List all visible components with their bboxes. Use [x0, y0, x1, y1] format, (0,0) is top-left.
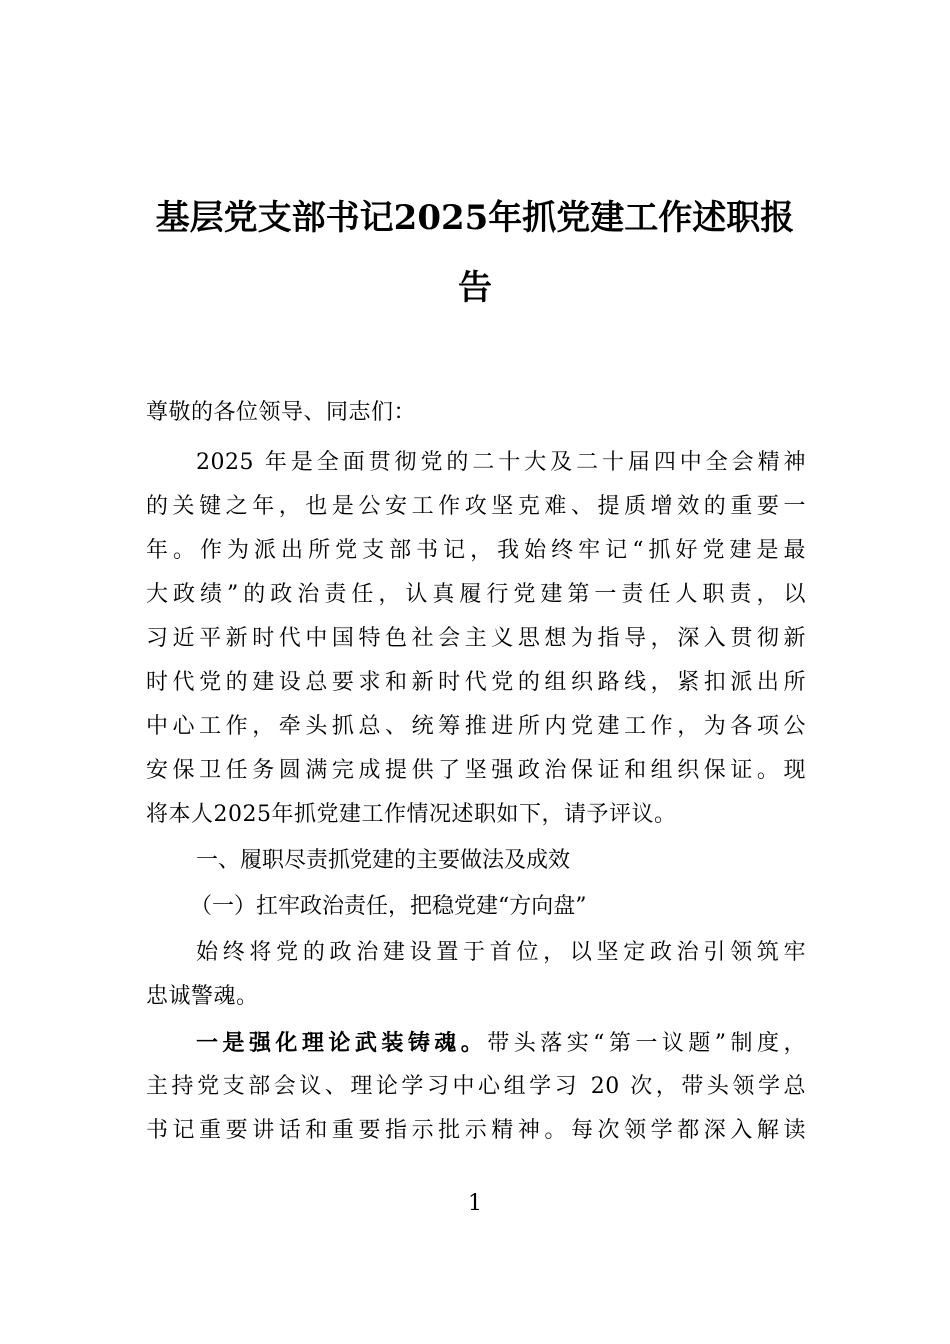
subsection-heading: （一）扛牢政治责任，把稳党建“方向盘”	[190, 894, 587, 919]
document-title-line1: 基层党支部书记2025年抓党建工作述职报	[155, 198, 795, 238]
point-paragraph-line: 书记重要讲话和重要指示批示精神。每次领学都深入解读	[146, 1118, 806, 1143]
point-paragraph-line: 主持党支部会议、理论学习中心组学习 20 次，带头领学总	[146, 1074, 806, 1099]
subsection-intro-line: 忠诚警魂。	[146, 984, 259, 1009]
intro-paragraph-line: 时代党的建设总要求和新时代党的组织路线，紧扣派出所	[146, 670, 806, 695]
section-heading: 一、履职尽责抓党建的主要做法及成效	[196, 848, 571, 873]
intro-paragraph-line: 习近平新时代中国特色社会主义思想为指导，深入贯彻新	[146, 626, 806, 651]
intro-paragraph-line: 年。作为派出所党支部书记，我始终牢记“抓好党建是最	[146, 538, 806, 563]
intro-paragraph-line: 将本人2025年抓党建工作情况述职如下，请予评议。	[146, 802, 677, 827]
intro-paragraph-line: 大政绩”的政治责任，认真履行党建第一责任人职责，以	[146, 582, 806, 607]
subsection-intro-line: 始终将党的政治建设置于首位，以坚定政治引领筑牢	[196, 940, 806, 965]
point-paragraph-line	[196, 1028, 806, 1059]
intro-paragraph-line: 安保卫任务圆满完成提供了坚强政治保证和组织保证。现	[146, 758, 806, 783]
intro-paragraph-line: 的关键之年，也是公安工作攻坚克难、提质增效的重要一	[146, 494, 806, 519]
point-bold-lead: 一是强化理论武装铸魂。	[196, 1030, 488, 1056]
document-title-line2: 告	[458, 268, 492, 308]
salutation: 尊敬的各位领导、同志们：	[146, 400, 417, 425]
intro-paragraph-line: 中心工作，牵头抓总、统筹推进所内党建工作，为各项公	[146, 714, 806, 739]
point-text: 带头落实“第一议题”制度，	[487, 1031, 806, 1056]
page-number: 1	[468, 1191, 482, 1216]
intro-paragraph-line: 2025 年是全面贯彻党的二十大及二十届四中全会精神	[196, 450, 806, 475]
